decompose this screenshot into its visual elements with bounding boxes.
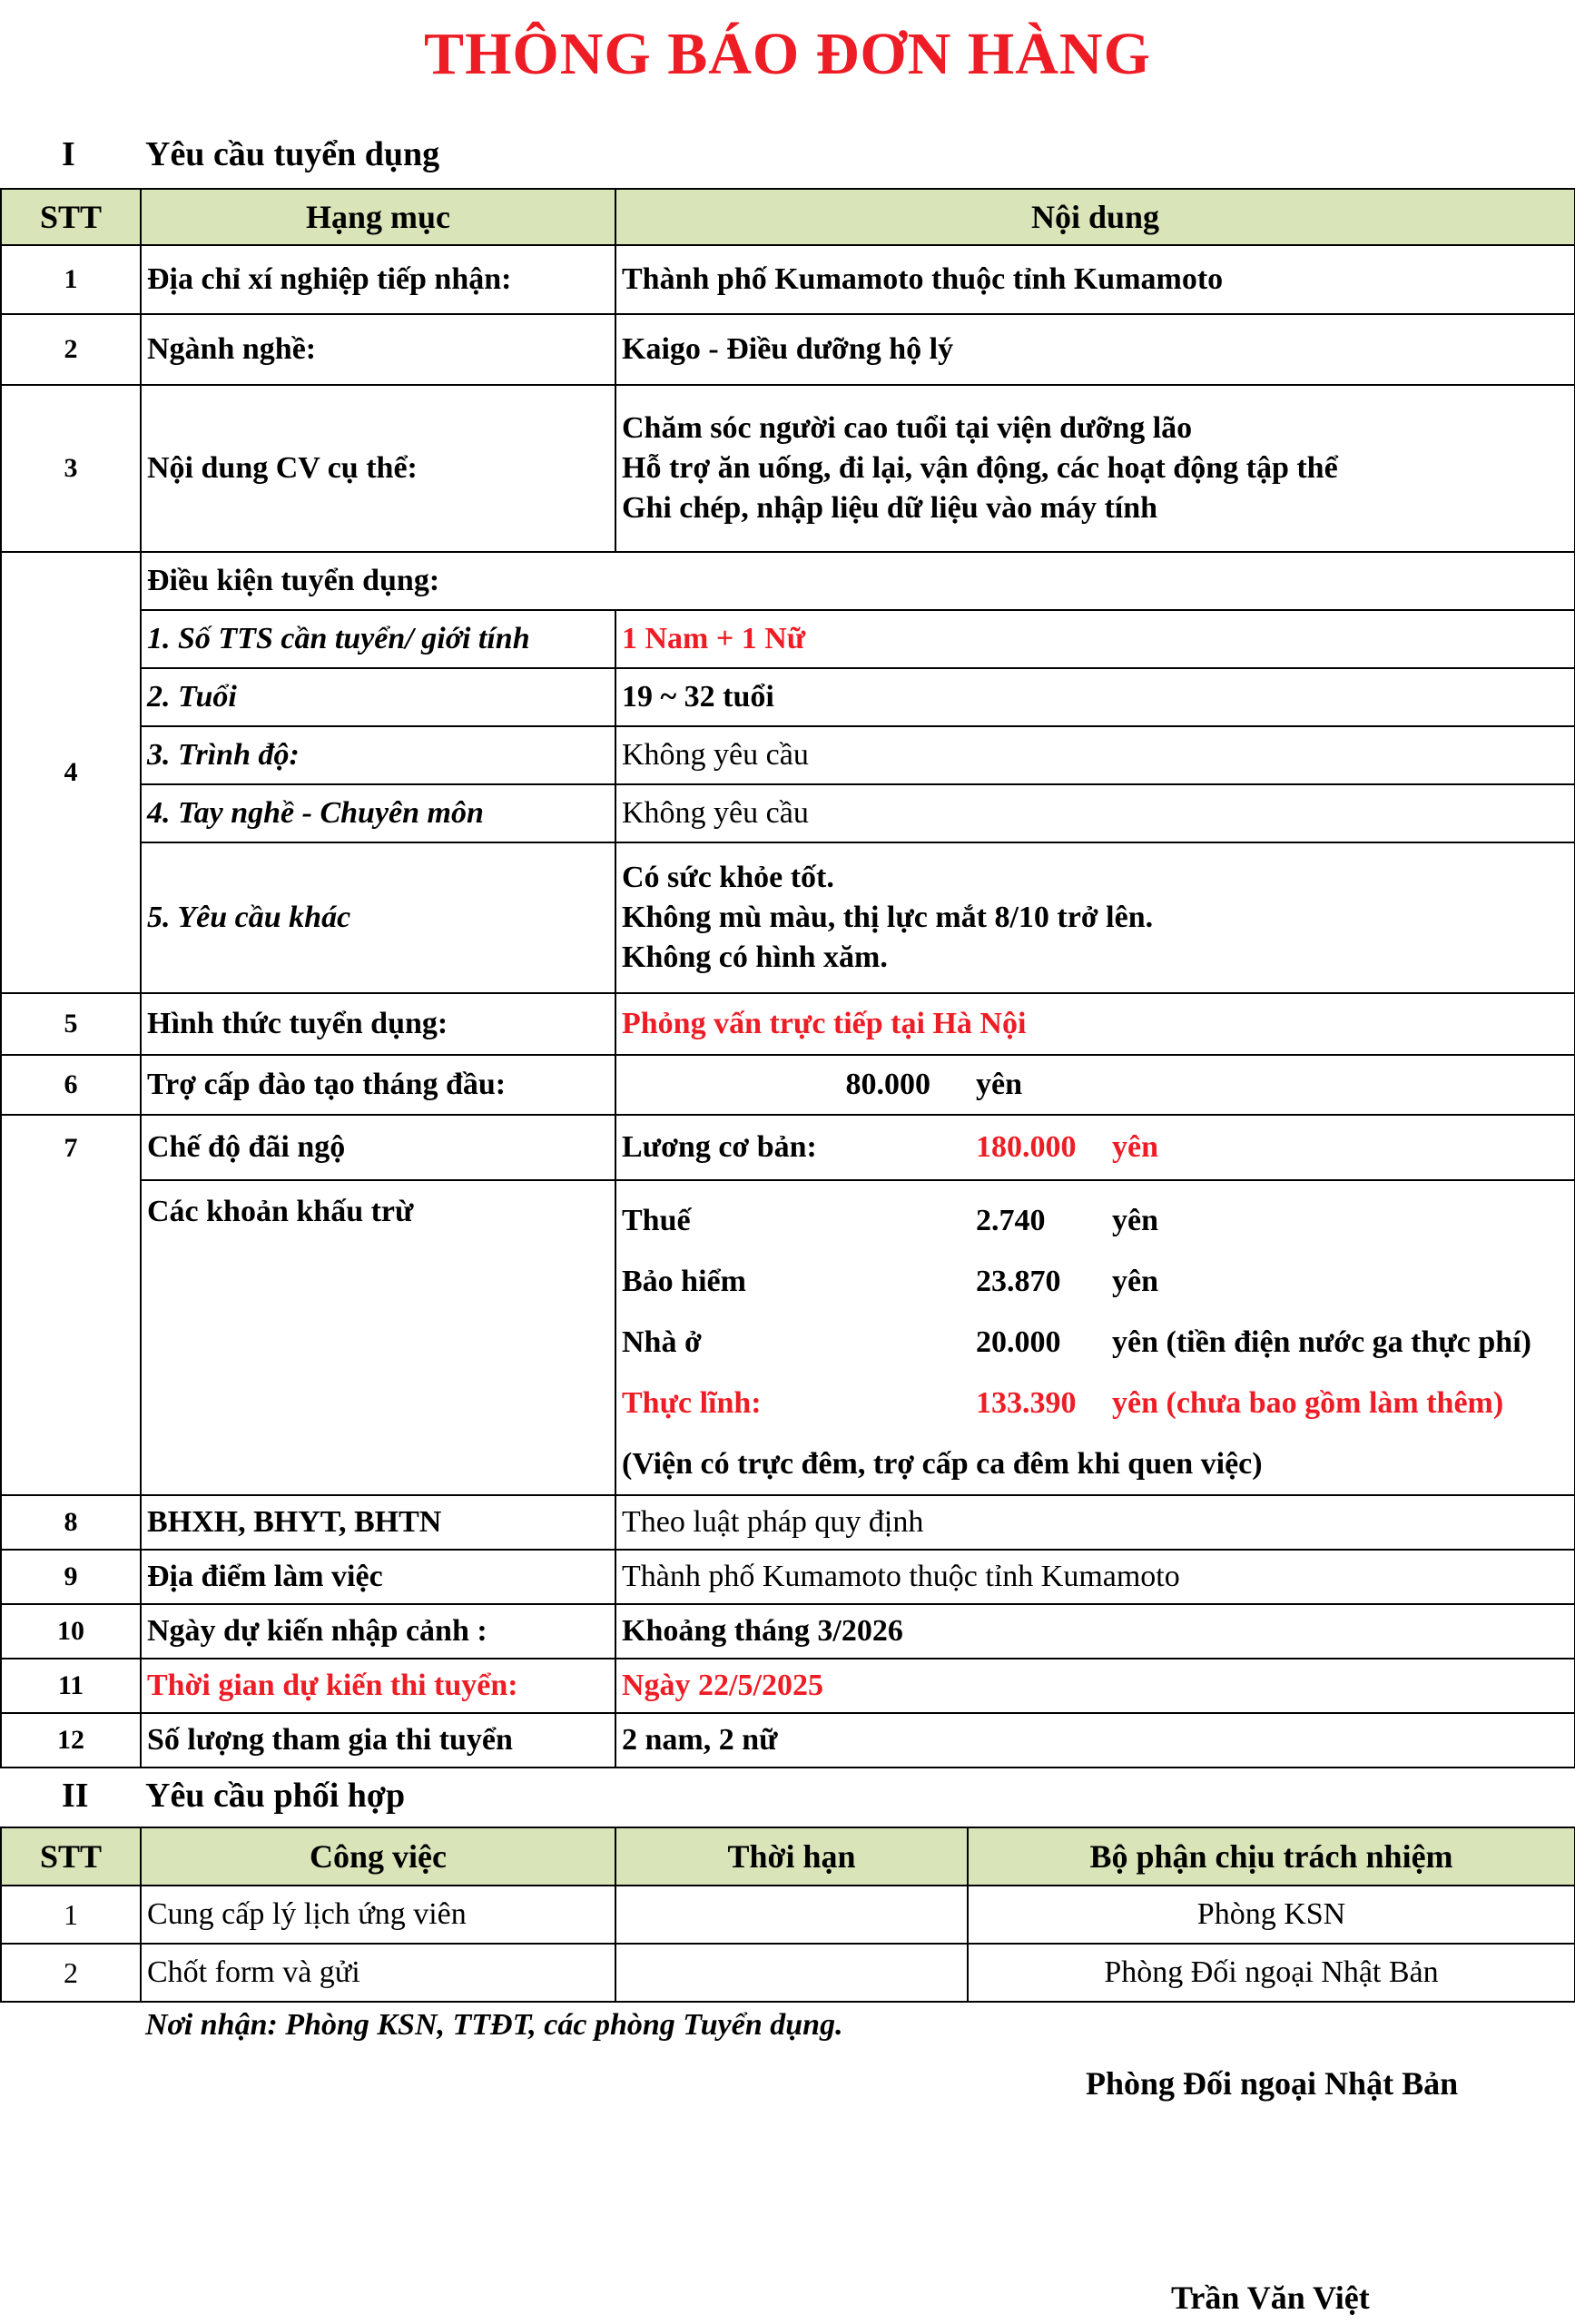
allowance-unit: yên bbox=[976, 1068, 1022, 1101]
table-row bbox=[1, 610, 1575, 668]
row-label: Địa chỉ xí nghiệp tiếp nhận: bbox=[141, 245, 615, 314]
row-value: 2 nam, 2 nữ bbox=[615, 1713, 1575, 1768]
row-value: Thành phố Kumamoto thuộc tỉnh Kumamoto bbox=[615, 245, 1575, 314]
row-dept: Phòng Đối ngoại Nhật Bản bbox=[968, 1944, 1575, 2002]
empty-cell bbox=[615, 552, 1575, 610]
other-requirements-cell bbox=[615, 842, 1575, 993]
table-row bbox=[1, 1604, 1575, 1659]
deductions-label: Các khoản khấu trừ bbox=[141, 1180, 615, 1495]
row-stt: 1 bbox=[1, 1886, 141, 1944]
row-task: Cung cấp lý lịch ứng viên bbox=[141, 1886, 615, 1944]
table-header-row bbox=[1, 1827, 1575, 1886]
table-row bbox=[1, 726, 1575, 784]
section-2-number: II bbox=[62, 1777, 89, 1815]
job-description-cell bbox=[615, 385, 1575, 552]
table-row bbox=[1, 552, 1575, 610]
basic-salary-amount: 180.000 bbox=[976, 1130, 1077, 1164]
sub-value: 1 Nam + 1 Nữ bbox=[615, 610, 1575, 668]
header-item: Hạng mục bbox=[141, 189, 615, 245]
housing-line bbox=[622, 1312, 1569, 1373]
row-value: Ngày 22/5/2025 bbox=[615, 1659, 1575, 1713]
table-row bbox=[1, 1495, 1575, 1550]
row-label: Thời gian dự kiến thi tuyển: bbox=[141, 1659, 615, 1713]
section-2-heading bbox=[0, 1767, 1575, 1825]
table-row bbox=[1, 1180, 1575, 1495]
requirement-line: Không có hình xăm. bbox=[622, 940, 888, 974]
row-value: Phỏng vấn trực tiếp tại Hà Nội bbox=[615, 993, 1575, 1055]
row-stt: 11 bbox=[1, 1659, 141, 1713]
row-stt: 2 bbox=[1, 1944, 141, 2002]
conditions-heading: Điều kiện tuyển dụng: bbox=[141, 552, 615, 610]
header-content: Nội dung bbox=[615, 189, 1575, 245]
signer-name: Trần Văn Việt bbox=[1171, 2280, 1370, 2316]
night-shift-note: (Viện có trực đêm, trợ cấp ca đêm khi quen việc) bbox=[622, 1447, 1263, 1481]
table-row bbox=[1, 668, 1575, 726]
row-value: Theo luật pháp quy định bbox=[615, 1495, 1575, 1550]
job-line: Ghi chép, nhập liệu dữ liệu vào máy tính bbox=[622, 491, 1158, 525]
page-title: THÔNG BÁO ĐƠN HÀNG bbox=[424, 21, 1151, 87]
row-value: Kaigo - Điều dưỡng hộ lý bbox=[615, 314, 1575, 385]
row-label: Trợ cấp đào tạo tháng đầu: bbox=[141, 1055, 615, 1115]
sub-label: 1. Số TTS cần tuyển/ giới tính bbox=[141, 610, 615, 668]
row-task: Chốt form và gửi bbox=[141, 1944, 615, 2002]
row-stt: 1 bbox=[1, 245, 141, 314]
housing-unit: yên (tiền điện nước ga thực phí) bbox=[1112, 1325, 1531, 1359]
recruitment-requirements-table bbox=[0, 188, 1575, 1768]
net-unit: yên (chưa bao gồm làm thêm) bbox=[1112, 1386, 1504, 1420]
insurance-line bbox=[622, 1251, 1569, 1312]
table-row bbox=[1, 245, 1575, 314]
row-stt: 4 bbox=[1, 552, 141, 993]
row-label: Địa điểm làm việc bbox=[141, 1550, 615, 1604]
issuing-department: Phòng Đối ngoại Nhật Bản bbox=[1086, 2065, 1459, 2102]
table-row bbox=[1, 1550, 1575, 1604]
coordination-table bbox=[0, 1827, 1575, 2003]
row-label: BHXH, BHYT, BHTN bbox=[141, 1495, 615, 1550]
row-label: Ngành nghề: bbox=[141, 314, 615, 385]
sub-label: 3. Trình độ: bbox=[141, 726, 615, 784]
section-1-heading bbox=[0, 125, 1575, 183]
table-row bbox=[1, 842, 1575, 993]
tax-label: Thuế bbox=[622, 1204, 691, 1237]
table-row bbox=[1, 385, 1575, 552]
header-stt: STT bbox=[1, 1827, 141, 1886]
tax-unit: yên bbox=[1112, 1204, 1158, 1237]
housing-amount: 20.000 bbox=[976, 1325, 1061, 1359]
basic-salary-unit: yên bbox=[1112, 1130, 1158, 1164]
sub-label: 4. Tay nghề - Chuyên môn bbox=[141, 784, 615, 842]
header-deadline: Thời hạn bbox=[615, 1827, 968, 1886]
row-stt: 6 bbox=[1, 1055, 141, 1115]
sub-label: 5. Yêu cầu khác bbox=[141, 842, 615, 993]
sub-value: Không yêu cầu bbox=[615, 784, 1575, 842]
net-amount: 133.390 bbox=[976, 1386, 1077, 1420]
basic-salary-cell bbox=[615, 1115, 1575, 1180]
job-line: Chăm sóc người cao tuổi tại viện dưỡng lão bbox=[622, 411, 1193, 445]
sub-label: 2. Tuổi bbox=[141, 668, 615, 726]
row-label: Hình thức tuyển dụng: bbox=[141, 993, 615, 1055]
row-stt: 5 bbox=[1, 993, 141, 1055]
row-stt: 12 bbox=[1, 1713, 141, 1768]
requirement-line: Không mù màu, thị lực mắt 8/10 trở lên. bbox=[622, 901, 1154, 934]
table-row bbox=[1, 1944, 1575, 2002]
row-value: Khoảng tháng 3/2026 bbox=[615, 1604, 1575, 1659]
row-stt: 2 bbox=[1, 314, 141, 385]
deductions-cell bbox=[615, 1180, 1575, 1495]
table-row bbox=[1, 993, 1575, 1055]
tax-amount: 2.740 bbox=[976, 1204, 1046, 1237]
row-label: Chế độ đãi ngộ bbox=[141, 1115, 615, 1180]
row-dept: Phòng KSN bbox=[968, 1886, 1575, 1944]
row-label: Nội dung CV cụ thể: bbox=[141, 385, 615, 552]
table-row bbox=[1, 314, 1575, 385]
table-row bbox=[1, 1886, 1575, 1944]
row-label: Ngày dự kiến nhập cảnh : bbox=[141, 1604, 615, 1659]
table-row bbox=[1, 784, 1575, 842]
table-header-row bbox=[1, 189, 1575, 245]
table-row bbox=[1, 1659, 1575, 1713]
net-line bbox=[622, 1373, 1569, 1433]
row-stt: 9 bbox=[1, 1550, 141, 1604]
allowance-amount: 80.000 bbox=[845, 1068, 930, 1101]
table-row bbox=[1, 1055, 1575, 1115]
header-task: Công việc bbox=[141, 1827, 615, 1886]
net-label: Thực lĩnh: bbox=[622, 1386, 762, 1420]
row-deadline bbox=[615, 1944, 968, 2002]
allowance-cell bbox=[615, 1055, 1575, 1115]
requirement-line: Có sức khỏe tốt. bbox=[622, 861, 834, 894]
header-stt: STT bbox=[1, 189, 141, 245]
job-line: Hỗ trợ ăn uống, đi lại, vận động, các hoạt động tập thể bbox=[622, 451, 1338, 485]
recipients-note: Nơi nhận: Phòng KSN, TTĐT, các phòng Tuyển dụng. bbox=[145, 2008, 843, 2042]
tax-line bbox=[622, 1190, 1569, 1251]
row-value: Thành phố Kumamoto thuộc tỉnh Kumamoto bbox=[615, 1550, 1575, 1604]
insurance-amount: 23.870 bbox=[976, 1265, 1061, 1298]
row-deadline bbox=[615, 1886, 968, 1944]
section-1-number: I bbox=[62, 135, 75, 173]
table-row bbox=[1, 1713, 1575, 1768]
row-label: Số lượng tham gia thi tuyển bbox=[141, 1713, 615, 1768]
row-stt: 7 bbox=[1, 1115, 141, 1495]
basic-salary-label: Lương cơ bản: bbox=[622, 1130, 817, 1164]
sub-value: 19 ~ 32 tuổi bbox=[615, 668, 1575, 726]
row-stt: 10 bbox=[1, 1604, 141, 1659]
sub-value: Không yêu cầu bbox=[615, 726, 1575, 784]
table-row bbox=[1, 1115, 1575, 1180]
section-1-title: Yêu cầu tuyển dụng bbox=[145, 135, 440, 173]
insurance-label: Bảo hiểm bbox=[622, 1265, 746, 1298]
row-stt: 8 bbox=[1, 1495, 141, 1550]
housing-label: Nhà ở bbox=[622, 1325, 702, 1359]
row-stt: 3 bbox=[1, 385, 141, 552]
header-dept: Bộ phận chịu trách nhiệm bbox=[968, 1827, 1575, 1886]
section-2-title: Yêu cầu phối hợp bbox=[145, 1777, 406, 1815]
insurance-unit: yên bbox=[1112, 1265, 1158, 1298]
